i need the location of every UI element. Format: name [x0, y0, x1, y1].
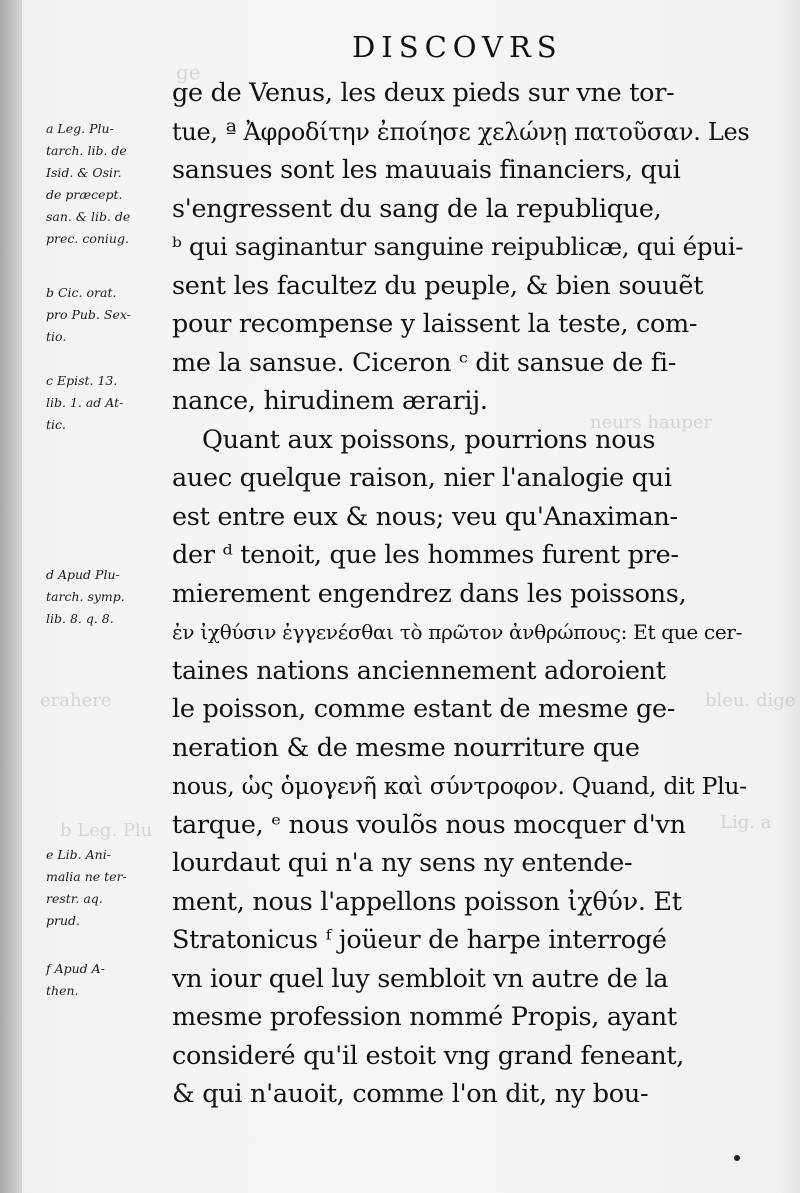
text-line: est entre eux & nous; veu qu'Anaximan- [172, 501, 678, 532]
margin-note-line: then. [46, 983, 79, 998]
margin-note-line: malia ne ter- [46, 869, 127, 884]
text-line: lourdaut qui n'a ny sens ny entende- [172, 848, 633, 878]
margin-note-line: pro Pub. Sex- [46, 307, 131, 322]
text-line: mesme profession nommé Propis, ayant [172, 1002, 677, 1032]
margin-note-line: tic. [46, 417, 66, 432]
bleed-through-text: b Leg. Plu [60, 820, 153, 841]
margin-note-line: lib. 1. ad At- [46, 395, 124, 410]
text-line: ment, nous l'appellons poisson ἰχθύν. Et [172, 886, 682, 917]
bleed-through-text: bleu. dige [705, 690, 796, 711]
margin-note-line: b Cic. orat. [46, 285, 117, 300]
margin-note-a [46, 118, 130, 250]
bleed-through-text: Lig. a [720, 812, 772, 833]
margin-note-e [46, 844, 127, 932]
margin-note-line: Isid. & Osir. [46, 165, 122, 180]
text-line: der ᵈ tenoit, que les hommes furent pre- [172, 540, 679, 570]
bleed-through-text: erahere [40, 690, 112, 711]
margin-note-line: san. & lib. de [46, 209, 131, 224]
margin-note-line: lib. 8. q. 8. [46, 611, 114, 626]
text-line: consideré qu'il estoit vng grand feneant, [172, 1040, 685, 1071]
margin-note-line: tarch. lib. de [46, 143, 127, 158]
margin-note-line: prud. [46, 913, 81, 928]
text-line: & qui n'auoit, comme l'on dit, ny bou- [172, 1079, 649, 1109]
text-line: tue, ª Ἀφροδίτην ἐποίησε χελώνῃ πατοῦσαν. Les [172, 117, 750, 146]
text-line: nance, hirudinem ærarij. [172, 386, 488, 416]
margin-note-line: a Leg. Plu- [46, 121, 114, 136]
margin-note-line: e Lib. Ani- [46, 847, 111, 862]
text-line: mierement engendrez dans les poissons, [172, 578, 687, 609]
text-line: tarque, ᵉ nous voulõs nous mocquer d'vn [172, 809, 686, 840]
margin-note-line: de præcept. [46, 187, 123, 202]
text-line: sent les facultez du peuple, & bien souuẽt [172, 270, 704, 301]
text-line: neration & de mesme nourriture que [172, 732, 640, 763]
margin-note-line: f Apud A- [46, 961, 105, 976]
text-line: le poisson, comme estant de mesme ge- [172, 694, 676, 724]
bleed-through-text: neurs hauper [590, 412, 713, 433]
text-line: me la sansue. Ciceron ᶜ dit sansue de fi- [172, 347, 677, 378]
text-line: s'engressent du sang de la republique, [172, 193, 662, 224]
margin-note-line: tarch. symp. [46, 589, 125, 604]
page-gutter-shadow [0, 0, 22, 1193]
margin-note-line: d Apud Plu- [46, 567, 120, 582]
text-line: taines nations anciennement adoroient [172, 655, 666, 686]
margin-note-b [46, 282, 131, 348]
text-line: Stratonicus ᶠ joüeur de harpe interrogé [172, 925, 667, 955]
bleed-through-text: ge [176, 60, 201, 84]
ink-speck [734, 1155, 740, 1161]
paragraph-first-line: Quant aux poissons, pourrions nous [202, 424, 656, 455]
body-text [172, 74, 752, 1114]
text-line: pour recompense y laissent la teste, com- [172, 309, 698, 339]
margin-note-line: c Epist. 13. [46, 373, 118, 388]
margin-note-line: tio. [46, 329, 67, 344]
margin-note-d [46, 564, 125, 630]
margin-note-f [46, 958, 105, 1002]
text-line: sansues sont les mauuais financiers, qui [172, 155, 681, 185]
text-line: nous, ὡς ὁμογενῆ καὶ σύντροφον. Quand, dit Plu- [172, 772, 747, 800]
text-line: ge de Venus, les deux pieds sur vne tor- [172, 78, 675, 108]
margin-note-line: restr. aq. [46, 891, 103, 906]
margin-note-c [46, 370, 123, 436]
text-line: vn iour quel luy sembloit vn autre de la [172, 963, 669, 994]
text-line: ᵇ qui saginantur sanguine reipublicæ, qui épui- [172, 232, 744, 261]
text-line: ἐν ἰχθύσιν ἐγγενέσθαι τὸ πρῶτον ἀνθρώπους: Et que cer- [172, 620, 743, 644]
margin-note-line: prec. coniug. [46, 231, 129, 246]
text-line: auec quelque raison, nier l'analogie qui [172, 463, 672, 493]
running-head: DISCOVRS [352, 30, 563, 64]
